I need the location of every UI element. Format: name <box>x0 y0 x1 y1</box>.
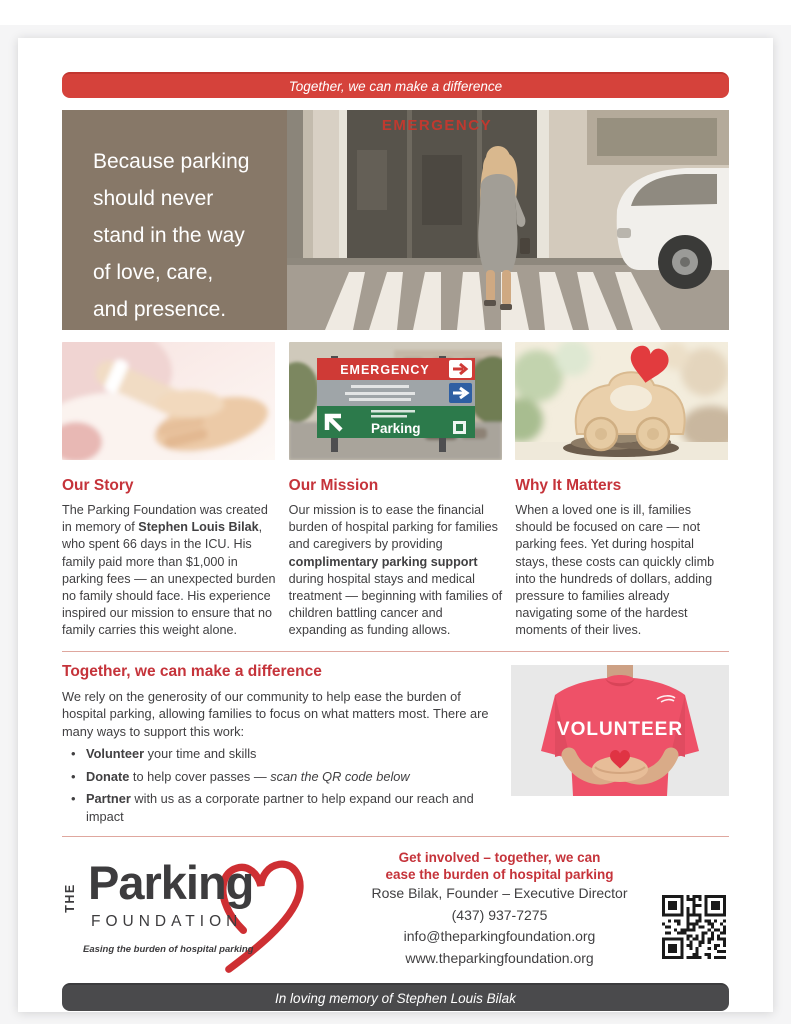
logo-tagline-text: Easing the burden of hospital parking <box>83 944 254 956</box>
sign-parking-text: Parking <box>370 421 421 436</box>
top-banner-text: Together, we can make a difference <box>288 78 503 94</box>
our-story-heading: Our Story <box>62 477 134 494</box>
contact-headline-line2: ease the burden of hospital parking <box>385 867 614 883</box>
direction-sign <box>317 358 475 438</box>
website-url[interactable]: www.theparkingfoundation.org <box>405 949 594 966</box>
quote-line: of love, care, <box>93 261 214 284</box>
logo-the-text: THE <box>63 883 77 913</box>
section-divider <box>62 836 729 837</box>
volunteer-photo <box>511 665 729 796</box>
flyer-card <box>18 38 773 1012</box>
bullet-bold: Partner <box>86 791 131 807</box>
hospital-entrance-illustration <box>287 110 729 330</box>
qr-code[interactable] <box>662 895 726 959</box>
hero-quote-panel <box>62 110 287 330</box>
phone-number[interactable]: (437) 937-7275 <box>451 906 548 923</box>
together-intro: We rely on the generosity of our community to help ease the burden of hospital parking, allowing families to focus on what matters most. There are many ways to support this work: <box>62 688 489 739</box>
bullet-bold: Donate <box>86 768 130 784</box>
bullet-italic: scan the QR code below <box>270 768 410 784</box>
list-item-donate <box>62 768 482 786</box>
contact-headline-line1: Get involved – together, we can <box>398 850 601 866</box>
top-banner <box>62 72 729 98</box>
quote-line: and presence. <box>93 298 227 321</box>
quote-line: Because parking <box>93 150 250 173</box>
our-mission-heading: Our Mission <box>288 477 379 494</box>
logo-name-text: Parking <box>88 856 254 910</box>
founder-name: Rose Bilak, Founder – Executive Director <box>371 885 628 902</box>
bottom-banner <box>62 983 729 1011</box>
together-section <box>62 652 729 826</box>
support-list <box>62 745 497 825</box>
parking-foundation-logo <box>62 847 340 973</box>
story-text: , who spent 66 days in the ICU. His family paid more than $1,000 in parking fees — an unexpected burden no family should face. His experience inspired our mission to ensure that no family carries this weight alone. <box>62 520 276 638</box>
story-bold-name: Stephen Louis Bilak <box>138 520 259 535</box>
column-our-mission <box>289 342 503 640</box>
bullet-text: to help cover passes — <box>129 768 271 784</box>
mission-text: Our mission is to ease the financial burden of hospital parking for families and caregivers by providing <box>288 503 498 552</box>
hospital-sign-photo <box>289 342 503 460</box>
story-text: The Parking Foundation was created in memory of <box>62 503 268 535</box>
why-it-matters-heading: Why It Matters <box>515 477 622 494</box>
footer-section <box>62 847 729 975</box>
our-story-paragraph <box>62 502 276 640</box>
hero-photo <box>287 110 729 330</box>
volunteer-shirt-text: VOLUNTEER <box>556 718 684 740</box>
bullet-text: your time and skills <box>144 746 257 762</box>
bottom-banner-text: In loving memory of Stephen Louis Bilak <box>275 990 516 1006</box>
column-why-it-matters <box>515 342 729 640</box>
our-mission-paragraph <box>289 502 503 640</box>
together-text-column <box>62 663 497 826</box>
quote-line: stand in the way <box>93 224 245 247</box>
hero-emergency-text: EMERGENCY <box>381 117 493 134</box>
mission-bold-phrase: complimentary parking support <box>288 554 478 569</box>
list-item-partner <box>62 790 482 825</box>
list-item-volunteer <box>62 745 482 763</box>
hero-section <box>62 110 729 330</box>
toy-car-heart-photo <box>515 342 729 460</box>
sign-emergency-text: EMERGENCY <box>339 363 430 377</box>
qr-code-block <box>659 847 729 975</box>
why-it-matters-paragraph: When a loved one is ill, families should be focused on care — not parking fees. Yet during hospital stays, these costs can quickly climb into the hundreds of dollars, adding pressure to families already navigating some of the hardest moments of their lives. <box>515 503 715 638</box>
holding-hands-photo <box>62 342 276 460</box>
bullet-bold: Volunteer <box>86 746 145 762</box>
email-address[interactable]: info@theparkingfoundation.org <box>403 928 596 945</box>
mission-text: during hospital stays and medical treatment — beginning with families of children battling cancer and expanding as funding allows. <box>288 571 503 638</box>
together-heading: Together, we can make a difference <box>62 662 322 680</box>
logo-foundation-text: FOUNDATION <box>91 913 243 931</box>
column-our-story <box>62 342 276 640</box>
quote-line: should never <box>93 187 214 210</box>
bullet-text: with us as a corporate partner to help expand our reach and impact <box>86 791 474 824</box>
contact-block <box>340 847 659 975</box>
three-column-section <box>62 342 729 640</box>
